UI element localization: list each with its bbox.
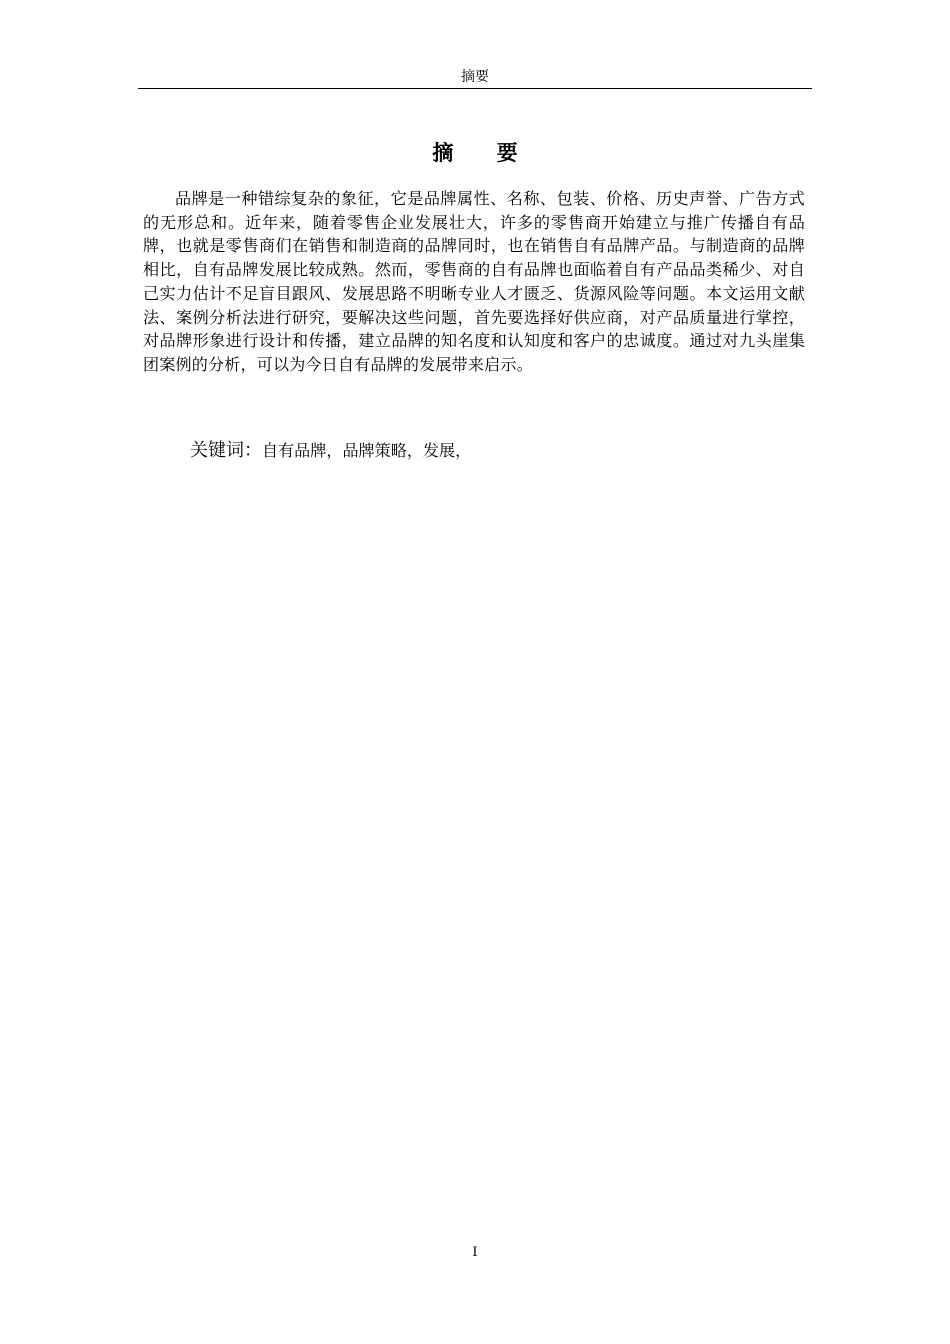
keywords-value: 自有品牌，品牌策略，发展，: [262, 441, 472, 460]
abstract-body: 品牌是一种错综复杂的象征，它是品牌属性、名称、包装、价格、历史声誉、广告方式的无形总和。近年来，随着零售企业发展壮大，许多的零售商开始建立与推广传播自有品牌，也就是零售商们在销售和制造商的品牌同时，也在销售自有品牌产品。与制造商的品牌相比，自有品牌发展比较成熟。然而，零售商的自有品牌也面临着自有产品品类稀少、对自己实力估计不足盲目跟风、发展思路不明晰专业人才匮乏、货源风险等问题。本文运用文献法、案例分析法进行研究，要解决这些问题，首先要选择好供应商，对产品质量进行掌控，对品牌形象进行设计和传播，建立品牌的知名度和认知度和客户的忠诚度。通过对九头崖集团案例的分析，可以为今日自有品牌的发展带来启示。: [143, 189, 805, 374]
running-header: 摘要: [461, 69, 489, 85]
keywords-label: 关键词：: [190, 440, 262, 461]
page-title: 摘 要: [432, 141, 536, 165]
keywords-line: [190, 438, 810, 464]
header-divider: [138, 88, 812, 89]
page-number: I: [472, 1245, 478, 1260]
